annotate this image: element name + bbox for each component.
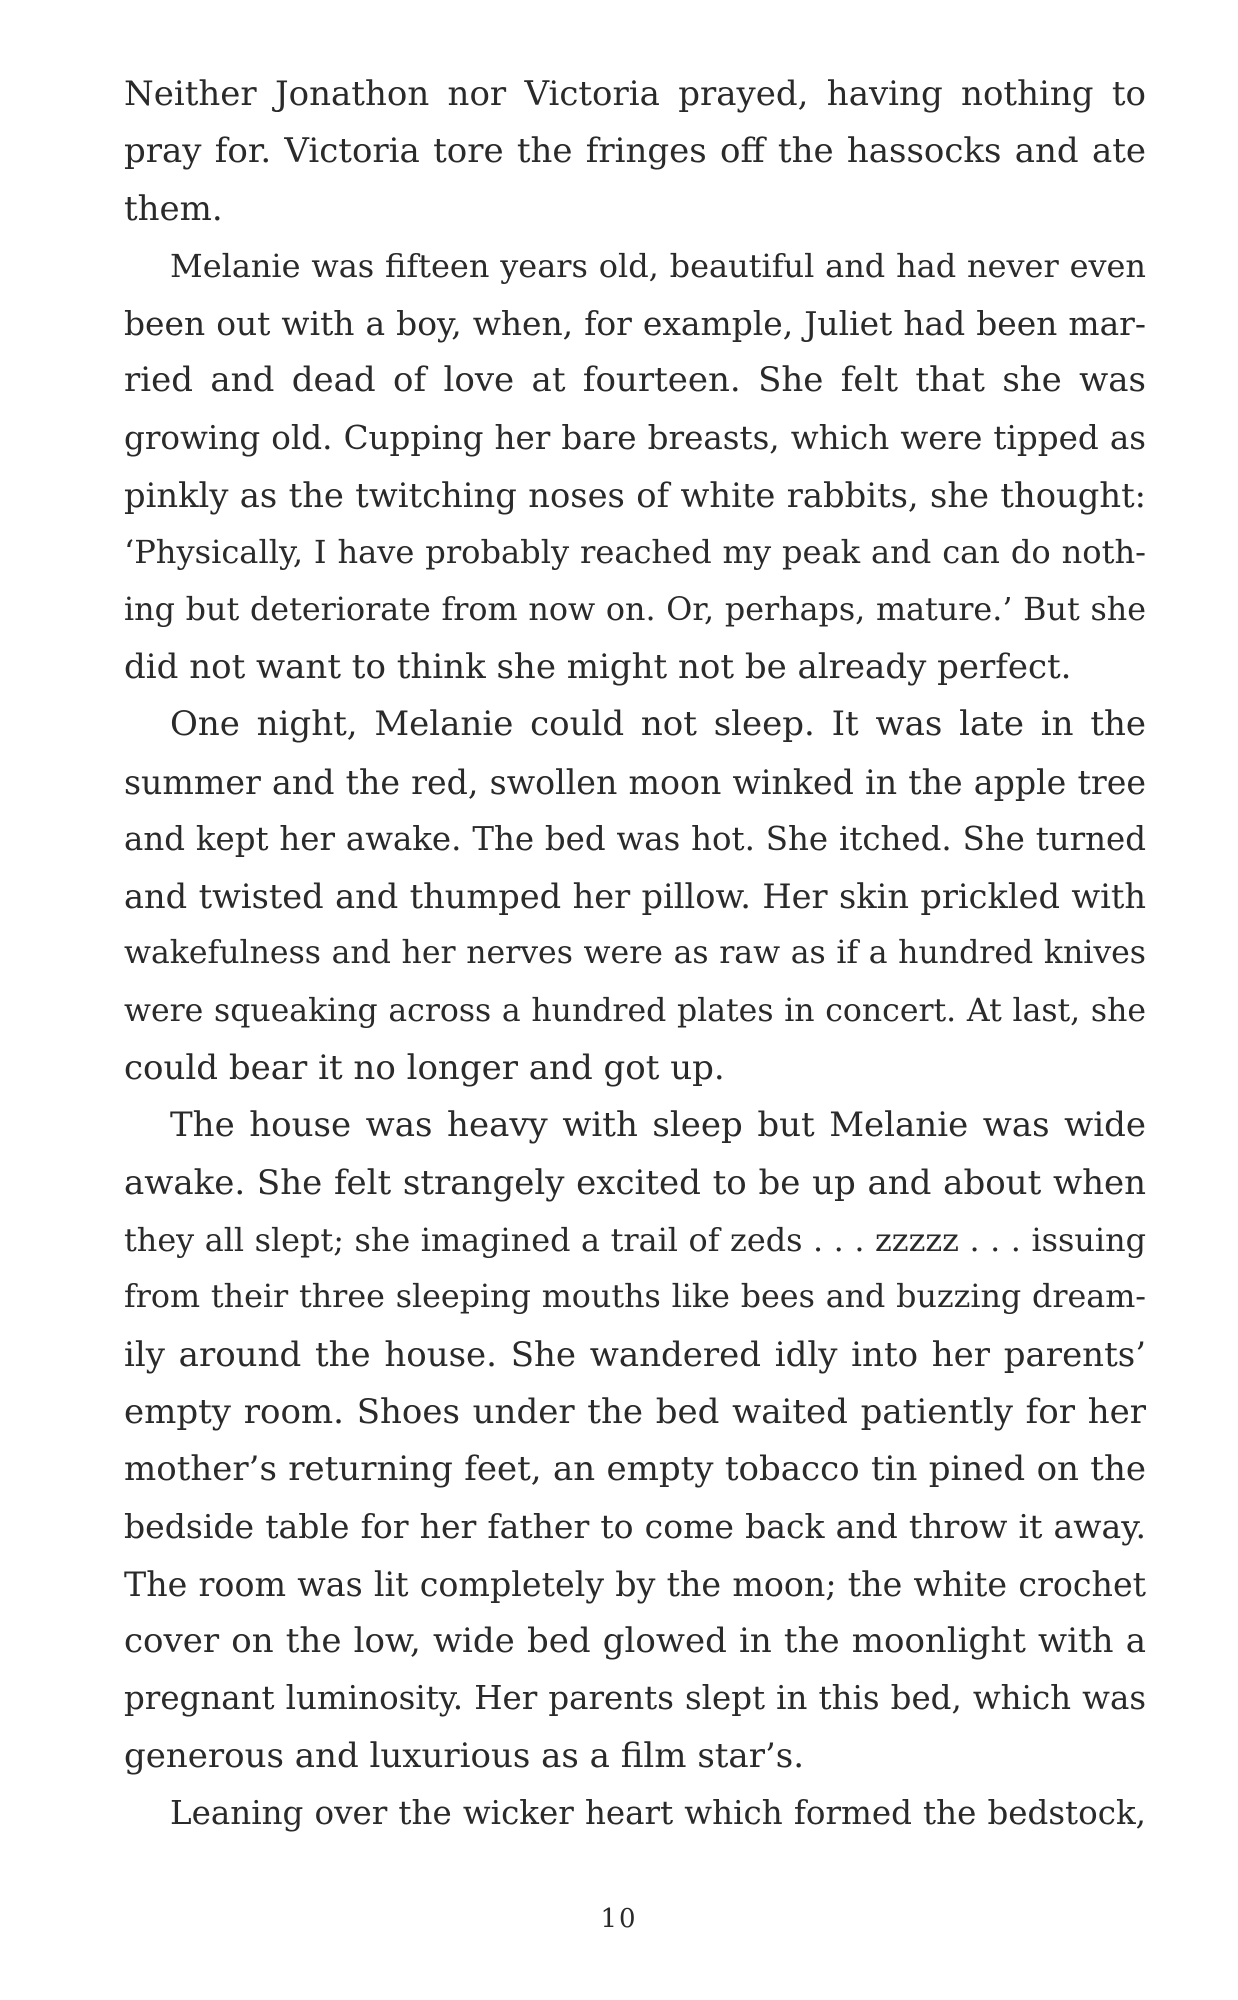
text-line: Neither Jonathon nor Victoria prayed, having nothing to (124, 74, 1146, 114)
text-line: did not want to think she might not be already perfect. (124, 646, 1072, 687)
text-line: One night, Melanie could not sleep. It was late in the (170, 704, 1146, 745)
text-line: ried and dead of love at fourteen. She felt that she was (124, 360, 1146, 401)
text-line: growing old. Cupping her bare breasts, which were tipped as (124, 418, 1146, 457)
text-line: and twisted and thumped her pillow. Her skin prickled with (124, 877, 1146, 917)
page-number: 10 (600, 1904, 638, 1934)
text-line: and kept her awake. The bed was hot. She itched. She turned (124, 819, 1146, 858)
text-line: ing but deteriorate from now on. Or, perhaps, mature.’ But she (124, 591, 1146, 628)
text-line: awake. She felt strangely excited to be up and about when (124, 1162, 1146, 1203)
text-line: been out with a boy, when, for example, Juliet had been mar- (124, 304, 1146, 344)
text-line: generous and luxurious as a film star’s. (124, 1735, 805, 1776)
body-text (124, 66, 1146, 1842)
text-line: pinkly as the twitching noses of white rabbits, she thought: (124, 476, 1146, 516)
text-line: The room was lit completely by the moon; the white crochet (124, 1564, 1146, 1604)
text-line: mother’s returning feet, an empty tobacco tin pined on the (124, 1449, 1146, 1490)
text-line: cover on the low, wide bed glowed in the moonlight with a (124, 1621, 1146, 1662)
text-line: them. (124, 188, 223, 229)
text-line: pregnant luminosity. Her parents slept in this bed, which was (124, 1679, 1146, 1718)
text-line: they all slept; she imagined a trail of zeds . . . zzzzz . . . issuing (124, 1220, 1146, 1259)
text-line: from their three sleeping mouths like bees and buzzing dream- (124, 1279, 1146, 1316)
text-line: Melanie was fifteen years old, beautiful and had never even (170, 246, 1146, 285)
text-line: ily around the house. She wandered idly into her parents’ (124, 1334, 1146, 1375)
text-line: were squeaking across a hundred plates in concert. At last, she (124, 992, 1146, 1029)
text-line: bedside table for her father to come back and throw it away. (124, 1507, 1146, 1547)
text-line: empty room. Shoes under the bed waited patiently for her (124, 1391, 1146, 1432)
text-line: wakefulness and her nerves were as raw as if a hundred knives (124, 935, 1146, 972)
text-line: pray for. Victoria tore the fringes off the hassocks and ate (124, 131, 1146, 172)
text-line: Leaning over the wicker heart which formed the bedstock, (170, 1793, 1146, 1832)
text-line: summer and the red, swollen moon winked in the apple tree (124, 762, 1146, 802)
text-line: ‘Physically, I have probably reached my peak and can do noth- (124, 533, 1146, 572)
text-line: could bear it no longer and got up. (124, 1048, 725, 1089)
text-line: The house was heavy with sleep but Melanie was wide (170, 1105, 1146, 1146)
